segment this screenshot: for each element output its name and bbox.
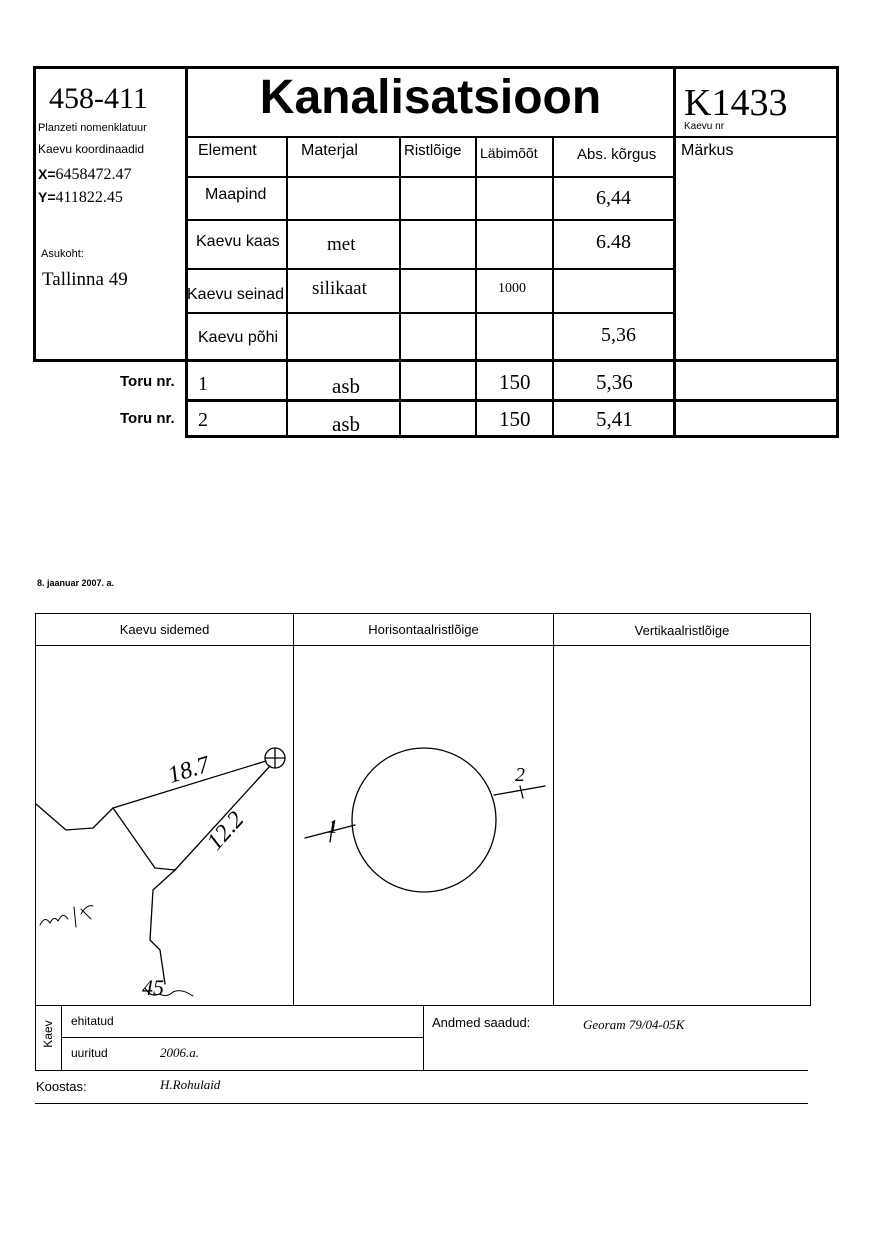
updated-label: uuritud [71,1046,108,1060]
pipe-material: asb [332,374,360,398]
pipe-diameter: 150 [499,370,531,394]
row-material: met [327,234,356,255]
row-element: Kaevu kaas [196,233,280,250]
map-nomenclature: 458-411 [49,82,148,115]
location-label: Asukoht: [41,248,84,260]
panel-title-connections: Kaevu sidemed [119,622,210,637]
building-outline [36,804,175,870]
location-value: Tallinna 49 [42,269,128,290]
pipe-material: asb [332,412,360,436]
well-cross-section-circle [352,748,496,892]
pipe-mark-2: 2 [515,764,525,786]
footer-side-label: Kaev [41,1020,55,1048]
document-title: Kanalisatsioon [259,71,602,124]
document-date: 8. jaanuar 2007. a. [37,578,115,588]
row-diameter: 1000 [498,281,526,296]
boundary-line [150,870,175,984]
column-cross-section: Ristlõige [404,142,462,159]
pipe-label: Toru nr. [120,410,175,427]
pipe-diameter: 150 [499,407,531,431]
row-element: Kaevu seinad [187,286,284,303]
column-material: Materjal [301,142,358,159]
row-height: 6.48 [596,231,631,253]
pipe-label: Toru nr. [120,373,175,390]
row-element: Maapind [205,186,267,203]
pipe-height: 5,36 [596,370,633,394]
updated-value: 2006.a. [160,1045,199,1060]
pipe-number: 2 [198,409,208,431]
map-nomenclature-label: Planzeti nomenklatuur [38,122,147,134]
row-height: 5,36 [601,324,636,346]
well-number-label: Kaevu nr [684,121,725,132]
column-element: Element [198,142,257,159]
panel-title-vertical: Vertikaalristlõige [634,623,730,638]
pipe-number: 1 [198,373,208,395]
column-diameter: Läbimõõt [480,145,538,161]
built-label: ehitatud [71,1014,114,1028]
coordinate-y-value: 411822.45 [55,189,123,206]
well-number: K1433 [684,82,788,124]
row-element: Kaevu põhi [198,329,279,346]
column-abs-height: Abs. kõrgus [577,146,657,163]
source-label: Andmed saadud: [432,1015,531,1030]
distance-label-b: 12.2 [202,806,250,856]
author-label: Koostas: [36,1079,87,1094]
pipe-mark-1: 1 [328,816,338,838]
coordinate-y-label: Y= [38,189,56,205]
coordinates-label: Kaevu koordinaadid [38,142,145,156]
source-value: Georam 79/04-05K [583,1017,685,1032]
column-notes: Märkus [681,142,734,159]
row-material: silikaat [312,278,367,299]
distance-label-a: 18.7 [165,751,213,789]
pipe-line-2 [494,786,545,795]
pipe-height: 5,41 [596,407,633,431]
author-value: H.Rohulaid [160,1077,221,1092]
scribble-label-a [48,900,74,923]
panel-title-horizontal: Horisontaalristlõige [368,622,479,637]
scribble-label-b: 45 [142,975,164,1000]
coordinate-x-value: 6458472.47 [55,166,132,183]
row-height: 6,44 [596,187,631,209]
coordinate-x-label: X= [38,166,56,182]
